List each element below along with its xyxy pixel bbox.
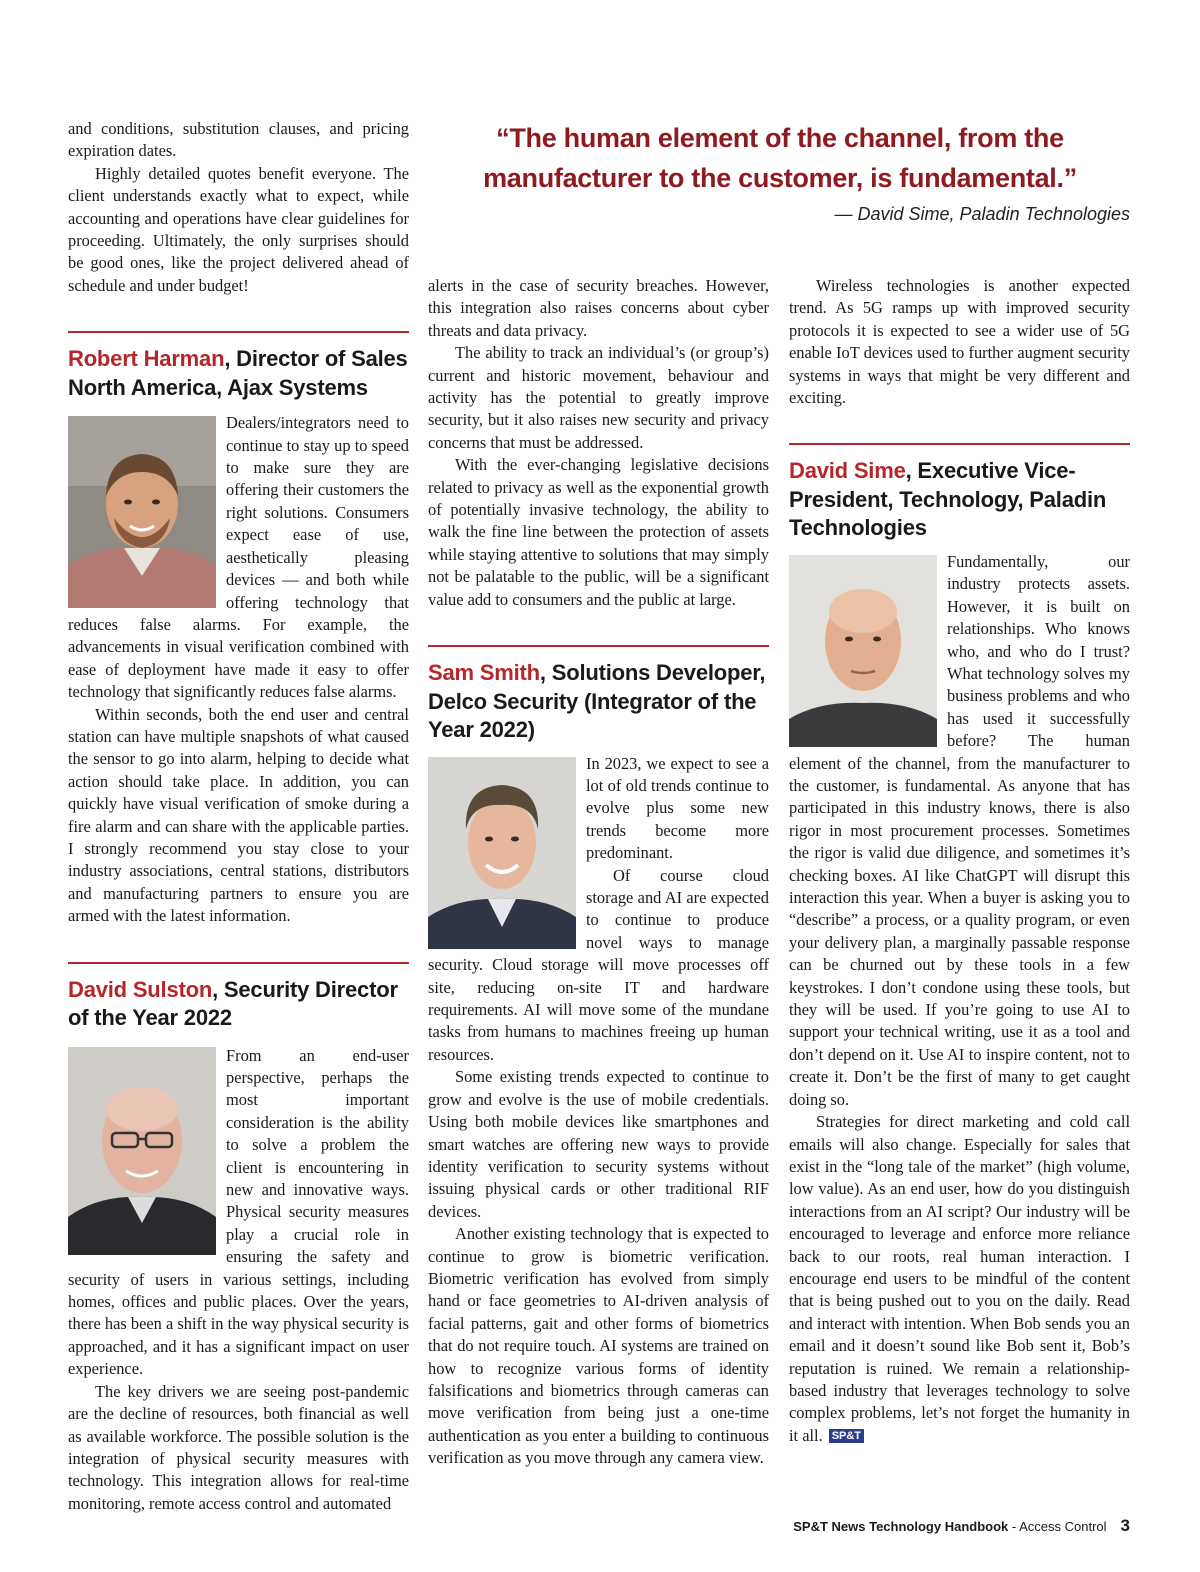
sime-heading <box>789 457 1130 543</box>
harman-body <box>68 412 409 927</box>
end-mark-logo: SP&T <box>829 1429 864 1443</box>
smith-paragraph-4: Another existing technology that is expected to continue to grow is biometric verification. Biometric verification has evolved from simply hand or face geometries to AI-driven analysis of facial patterns, gait and other forms of biometrics that do not require touch. AI systems are trained on how to recognize various forms of identity falsifications and biometrics through cameras can move verification from being just a one-time authentication as you enter a building to continuous verification as you move through any camera view. <box>428 1224 769 1468</box>
sime-paragraph-2 <box>789 1111 1130 1447</box>
sime-paragraph-1-text: Fundamentally, our industry protects assets. However, it is built on relationships. Who knows who, and who do I trust? What technology solves my business problems and who has used it successfully before? The human element of the channel, from the manufacturer to the customer, is fundamental. As anyone that has participated in this industry knows, there is also rigor in most procurement processes. Sometimes the rigor is valid due diligence, and sometimes it’s checking boxes. AI like ChatGPT will disrupt this interaction this year. When a buyer is asking you to “describe” a process, or a quality program, or even your delivery plan, a marginally passable response can be churned out by these tools in a few keystrokes. I don’t condone using these tools, but they will be used. If you’re going to use AI to support your technical writing, use it as a tool and don’t depend on it. Use AI to inspire content, not to create it. Don’t be the first of many to get caught doing so. <box>789 551 1130 1109</box>
section-divider <box>68 331 409 333</box>
sulston-name: David Sulston <box>68 976 213 1002</box>
sulston-title: , Security Director of the Year 2022 <box>68 976 398 1031</box>
sime-name: David Sime <box>789 458 906 484</box>
middle-column <box>428 275 769 1470</box>
sulston-paragraph-1: From an end-user perspective, perhaps the most important consideration is the ability to solve a problem the client is encountering in new and innovative ways. Physical security measures play a crucial role in ensuring the safety and security of users in various settings, including homes, offices and public places. Over the years, there has been a shift in the way physical security is approached, and it has a significant impact on user experience. <box>68 1045 409 1379</box>
intro-paragraph-2: Highly detailed quotes benefit everyone. The client understands exactly what to expect, while accounting and operations have clear guidelines for proceeding. Ultimately, the only surprises should be good ones, like the project delivered ahead of schedule and under budget! <box>68 163 409 295</box>
smith-photo <box>428 757 576 949</box>
harman-photo <box>68 416 216 608</box>
sime-paragraph-2-text: Strategies for direct marketing and cold call emails will also change. Especially for sales that exist in the “long tale of the market” (high volume, low value). As an end user, how do you distinguish interactions from an AI script? Our industry will be encouraged to leverage and enforce more reliance back to our roots, real human interaction. I encourage end users to be mindful of the content that is being pushed out to you on the daily. Read and interact with intention. When Bob sends you an email and it doesn’t sound like Bob sent it, Bob’s reputation is ruined. We remain a relationship-based industry that leverages technology to solve complex problems, let’s not forget the humanity in it all. <box>789 1112 1130 1445</box>
smith-body <box>428 753 769 1470</box>
harman-paragraph-1: Dealers/integrators need to continue to stay up to speed to make sure they are offering their customers the right solutions. Consumers expect ease of use, aesthetically pleasing devices — and both while offering technology that reduces false alarms. For example, the advancements in visual verification combined with ease of deployment have made it easy to offer technology that significantly reduces false alarms. <box>68 413 409 702</box>
middle-paragraph-3: With the ever-changing legislative decisions related to privacy as well as the exponential growth of potentially invasive technology, the ability to walk the fine line between the protection of assets while staying attentive to solutions that may simply not be palatable to the public, will be a significant value add to consumers and the public at large. <box>428 455 769 609</box>
sulston-body <box>68 1045 409 1516</box>
pull-quote-attribution: — David Sime, Paladin Technologies <box>834 204 1130 224</box>
pull-quote <box>430 118 1130 225</box>
sulston-paragraph-2: The key drivers we are seeing post-pandemic are the decline of resources, both financial as well as available workforce. The possible solution is the integration of physical security measures with technology. This integration allows for real-time monitoring, remote access control and automated <box>68 1381 409 1513</box>
sulston-heading <box>68 976 409 1033</box>
right-paragraph-1: Wireless technologies is another expected trend. As 5G ramps up with improved security protocols it is expected to see a wider use of 5G enable IoT devices used to further augment security systems in ways that might be very different and exciting. <box>789 276 1130 408</box>
harman-paragraph-2: Within seconds, both the end user and central station can have multiple snapshots of what caused the sensor to go into alarm, helping to decide what action should take place. In addition, you can quickly have visual verification of smoke during a fire alarm and can share with the applicable parties. I strongly recommend you stay close to your industry associations, central stations, distributors and manufacturing partners to ensure you are armed with the latest information. <box>68 704 409 926</box>
sulston-photo <box>68 1047 216 1255</box>
middle-paragraph-2: The ability to track an individual’s (or group’s) current and historic movement, behaviour and activity has the potential to greatly improve security, but it also raises new security and privacy concerns that must be addressed. <box>428 343 769 452</box>
smith-paragraph-1: In 2023, we expect to see a lot of old trends continue to evolve plus some new trends become more predominant. <box>586 753 769 863</box>
sime-photo <box>789 555 937 747</box>
smith-heading <box>428 659 769 745</box>
publication-name: SP&T News Technology Handbook <box>793 1519 1009 1534</box>
smith-paragraph-3: Some existing trends expected to continue to grow and evolve is the use of mobile credentials. Using both mobile devices like smartphones and smart watches are offering new ways to provide identity verification to security systems without issuing physical cards or other traditional RIF devices. <box>428 1067 769 1221</box>
page-footer <box>793 1516 1130 1536</box>
right-column <box>789 275 1130 1447</box>
smith-title: , Solutions Developer, Delco Security (Integrator of the Year 2022) <box>428 660 766 743</box>
middle-paragraph-1: alerts in the case of security breaches. However, this integration also raises concerns about cyber threats and data privacy. <box>428 276 769 340</box>
portrait-image <box>68 416 216 608</box>
intro-paragraph-1: and conditions, substitution clauses, and pricing expiration dates. <box>68 119 409 161</box>
sime-body <box>789 551 1130 1447</box>
harman-title: , Director of Sales North America, Ajax Systems <box>68 346 408 400</box>
portrait-image <box>68 1047 216 1255</box>
section-divider <box>428 645 769 647</box>
portrait-image <box>789 555 937 747</box>
left-column <box>68 118 409 1515</box>
page-number: 3 <box>1120 1516 1130 1535</box>
pull-quote-text: “The human element of the channel, from the manufacturer to the customer, is fundamental.” <box>483 123 1077 193</box>
sime-title: , Executive Vice-President, Technology, Paladin Technologies <box>789 458 1107 541</box>
smith-name: Sam Smith <box>428 660 540 686</box>
smith-paragraph-2: Of course cloud storage and AI are expected to continue to produce novel ways to manage security. Cloud storage will move processes off site, reducing on-site IT and hardware requirements. AI will move some of the mundane tasks from humans to machines freeing up human resources. <box>428 865 769 1064</box>
section-divider <box>789 443 1130 445</box>
section-name: - Access Control <box>1008 1519 1107 1534</box>
portrait-image <box>428 757 576 949</box>
harman-name: Robert Harman <box>68 346 225 372</box>
section-divider <box>68 962 409 964</box>
harman-heading <box>68 345 409 402</box>
